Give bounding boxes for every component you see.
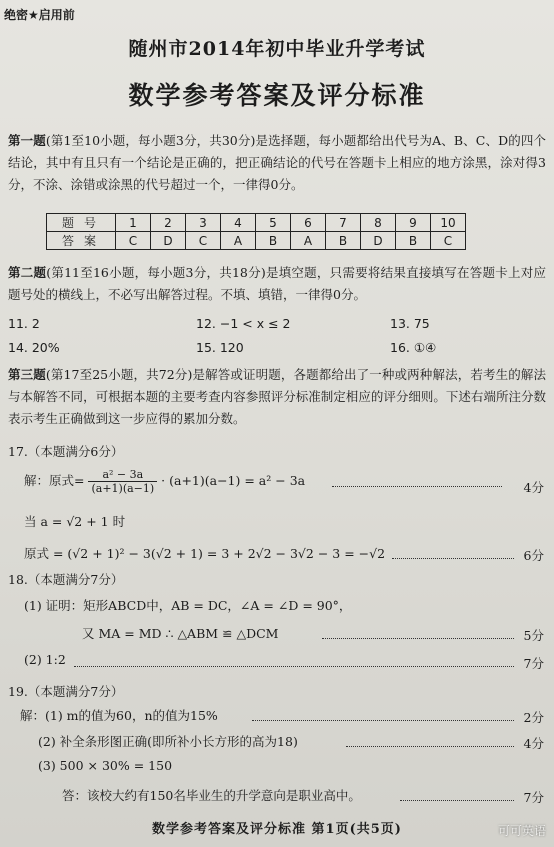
part2-lead: 第二题 [8, 265, 47, 280]
q19-title: 19.（本题满分7分） [8, 684, 124, 699]
table-cell-number: 4 [221, 214, 256, 232]
fill-answer: 14. 20% [8, 340, 60, 355]
table-cell-number: 8 [361, 214, 396, 232]
score-label: 4分 [523, 480, 544, 495]
table-cell-answer: D [361, 232, 396, 250]
q19-step3: (3) 500 × 30% = 150 [38, 758, 173, 773]
fill-answer: 16. ①④ [390, 340, 437, 355]
leader-dots [252, 720, 514, 721]
leader-dots [74, 666, 514, 667]
leader-dots [392, 558, 514, 559]
answer-table [46, 213, 466, 250]
table-cell-answer: A [291, 232, 326, 250]
q19-step2: (2) 补全条形图正确(即所补小长方形的高为18) [38, 734, 298, 749]
leader-dots [400, 800, 514, 801]
part2-text: (第11至16小题，每小题3分，共18分)是填空题，只需要将结果直接填写在答题卡上对应题号处的横线上，不必写出解答过程。不填、填错，一律得0分。 [8, 265, 546, 302]
q18-step2: 又 MA = MD ∴ △ABM ≌ △DCM [82, 626, 279, 641]
secret-label: 绝密★启用前 [4, 8, 75, 22]
part3-intro [8, 364, 546, 430]
part3-text: (第17至25小题，共72分)是解答或证明题，各题都给出了一种或两种解法，若考生的解法与本解答不同，可根据本题的主要考查内容参照评分标准制定相应的评分细则。下述右端所注分数表示考生正确做到这一步应得的累加分数。 [8, 367, 546, 426]
part1-lead: 第一题 [8, 133, 46, 148]
q18-step1: (1) 证明：矩形ABCD中，AB = DC，∠A = ∠D = 90°， [24, 598, 352, 613]
table-cell-answer: A [221, 232, 256, 250]
table-row [47, 232, 466, 250]
table-cell-number: 1 [116, 214, 151, 232]
table-cell-answer: C [186, 232, 221, 250]
table-cell-answer: C [431, 232, 466, 250]
score-label: 7分 [523, 790, 544, 805]
table-cell-answer: B [396, 232, 431, 250]
q18-step3: (2) 1:2 [24, 652, 66, 667]
document-subtitle: 数学参考答案及评分标准 [128, 81, 426, 110]
q19-step1: 解：(1) m的值为60，n的值为15% [20, 708, 218, 723]
q18-title: 18.（本题满分7分） [8, 572, 124, 587]
q17-prefix: 解：原式= [24, 473, 85, 488]
part1-text: (第1至10小题，每小题3分，共30分)是选择题，每小题都给出代号为A、B、C、D的四个结论，其中有且只有一个结论是正确的，把正确结论的代号在答题卡上相应的地方涂黑，涂对得3分，不涂、涂错或涂黑的代号超过一个，一律得0分。 [8, 133, 546, 192]
leader-dots [332, 486, 502, 487]
q17-fraction [88, 468, 157, 495]
score-label: 5分 [523, 628, 544, 643]
page-footer: 数学参考答案及评分标准 第1页(共5页) [152, 822, 402, 837]
fill-answer: 15. 120 [196, 340, 244, 355]
score-label: 2分 [523, 710, 544, 725]
score-label: 6分 [523, 548, 544, 563]
part1-intro [8, 130, 546, 196]
table-cell-answer: C [116, 232, 151, 250]
q17-step1 [24, 468, 305, 495]
table-cell-number: 2 [151, 214, 186, 232]
table-row [47, 214, 466, 232]
q17-suffix: · (a+1)(a−1) = a² − 3a [161, 473, 306, 488]
table-header-answer: 答案 [47, 232, 116, 250]
q17-step2: 原式 = (√2 + 1)² − 3(√2 + 1) = 3 + 2√2 − 3√2 − 3 = −√2 [24, 546, 386, 561]
q17-frac-num: a² − 3a [88, 468, 157, 482]
part3-lead: 第三题 [8, 367, 46, 382]
fill-answer: 11. 2 [8, 316, 40, 331]
leader-dots [346, 746, 514, 747]
table-cell-answer: D [151, 232, 186, 250]
table-cell-answer: B [256, 232, 291, 250]
part2-intro [8, 262, 546, 306]
table-cell-number: 3 [186, 214, 221, 232]
score-label: 7分 [523, 656, 544, 671]
q17-when: 当 a = √2 + 1 时 [24, 514, 126, 529]
table-cell-answer: B [326, 232, 361, 250]
table-cell-number: 5 [256, 214, 291, 232]
table-cell-number: 9 [396, 214, 431, 232]
table-cell-number: 6 [291, 214, 326, 232]
fill-answer: 12. −1 < x ≤ 2 [196, 316, 291, 331]
q19-answer: 答：该校大约有150名毕业生的升学意向是职业高中。 [62, 788, 361, 803]
exam-title: 随州市2014年初中毕业升学考试 [128, 38, 426, 60]
q17-frac-den: (a+1)(a−1) [91, 482, 155, 495]
table-cell-number: 10 [431, 214, 466, 232]
table-header-number: 题号 [47, 214, 116, 232]
fill-answer: 13. 75 [390, 316, 430, 331]
leader-dots [322, 638, 514, 639]
watermark: 可可英语 [497, 824, 546, 838]
table-cell-number: 7 [326, 214, 361, 232]
score-label: 4分 [523, 736, 544, 751]
q17-title: 17.（本题满分6分） [8, 444, 124, 459]
